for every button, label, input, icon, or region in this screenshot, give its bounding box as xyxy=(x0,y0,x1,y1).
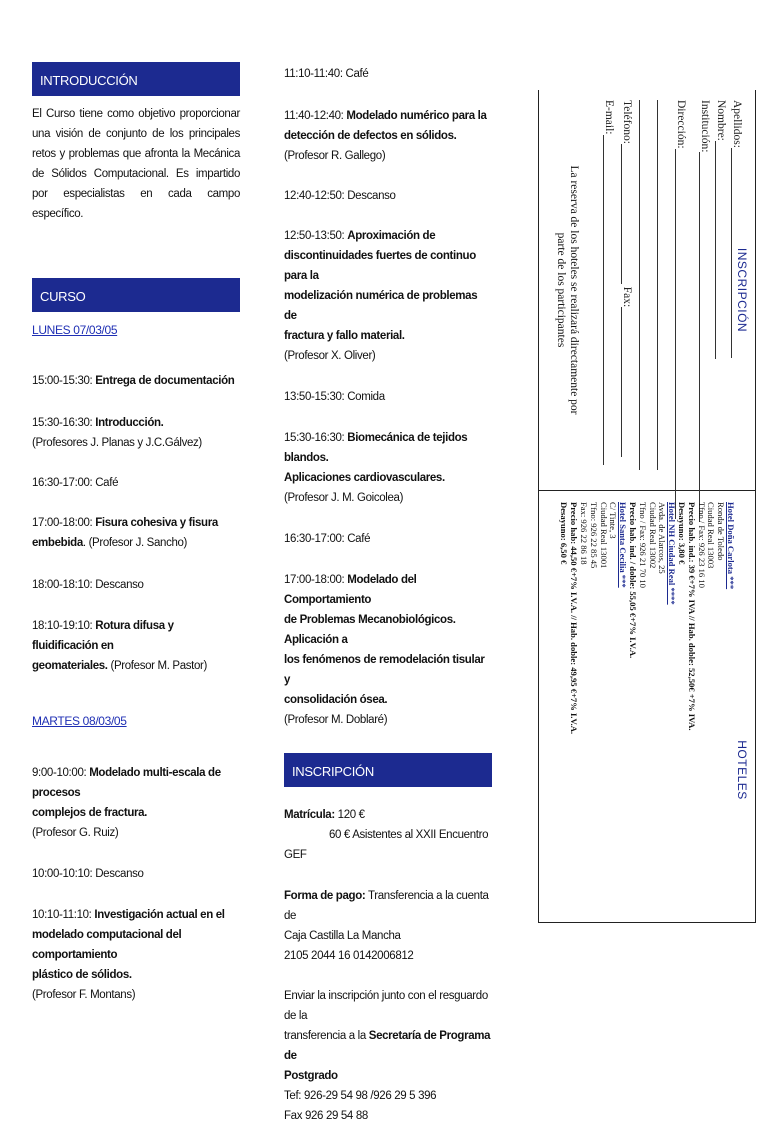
field-apellidos[interactable] xyxy=(731,100,743,358)
entry-title: discontinuidades fuertes de continuo para la xyxy=(284,250,476,282)
field-line[interactable] xyxy=(639,100,640,470)
field-line[interactable] xyxy=(657,100,658,470)
entry-professor: (Profesor J. M. Goicolea) xyxy=(284,492,404,504)
entry-title: Investigación actual en el xyxy=(94,909,225,921)
matricula-label: Matrícula: xyxy=(284,809,335,821)
field-institucion[interactable] xyxy=(699,100,711,522)
entry-time: 18:10-19:10: xyxy=(32,620,96,632)
enviar-text: Enviar la inscripción junto con el resguardo de la xyxy=(284,990,488,1022)
schedule-entry: 12:40-12:50: Descanso xyxy=(284,190,396,202)
schedule-entry: 18:00-18:10: Descanso xyxy=(32,579,144,591)
field-line[interactable] xyxy=(603,135,604,465)
field-telefono[interactable] xyxy=(621,100,633,457)
curso-header: CURSO xyxy=(32,278,240,312)
hotel-price: Precio hab. ind. / doble: 55,05 €+7% I.V.A. xyxy=(628,502,639,659)
entry-title: de Problemas Mecanobiológicos. Aplicación a xyxy=(284,614,456,646)
field-extra-line[interactable] xyxy=(657,100,669,470)
entry-time: 15:00-15:30: xyxy=(32,375,96,387)
schedule-entry: 11:10-11:40: Café xyxy=(284,68,369,80)
reserva-note xyxy=(554,100,580,480)
entry-time: 17:00-18:00: xyxy=(284,574,348,586)
enviar-inscripcion xyxy=(284,986,492,1126)
fax: Fax 926 29 54 88 xyxy=(284,1110,368,1122)
hotel-entry xyxy=(627,502,676,917)
fax-label: Fax: xyxy=(621,286,633,308)
schedule-entry: 13:50-15:30: Comida xyxy=(284,391,385,403)
schedule-entry: 10:00-10:10: Descanso xyxy=(32,868,144,880)
entry-title: modelado computacional del comportamiento xyxy=(32,929,182,961)
hotel-name: Hotel NH Ciudad Real **** xyxy=(667,502,678,605)
schedule-entry xyxy=(284,106,492,166)
schedule-entry xyxy=(32,513,240,553)
hotel-city: Ciudad Real 13002 xyxy=(647,502,658,569)
entry-title: geomateriales. xyxy=(32,660,108,672)
hotel-price: Precio hab. ind.: 39 €+7% IVA // Hab. doble: 52,50€ +7% IVA. xyxy=(686,502,697,731)
hotel-phone: Tfno / Fax: 926 21 70 10 xyxy=(637,502,648,588)
hotel-address: C/ Tinte, 3 xyxy=(608,502,619,539)
schedule-entry xyxy=(32,413,240,453)
rotated-content xyxy=(539,90,755,922)
entry-title: modelización numérica de problemas de xyxy=(284,290,478,322)
entry-professor: (Profesor M. Pastor) xyxy=(107,660,208,672)
hotel-fax: Fax: 926 22 86 18 xyxy=(579,502,590,565)
field-line[interactable] xyxy=(731,148,732,358)
entry-title: detección de defectos en sólidos. xyxy=(284,130,457,142)
schedule-entry xyxy=(284,428,492,508)
field-nombre[interactable] xyxy=(715,100,727,359)
entry-time: 11:40-12:40: xyxy=(284,110,347,122)
entry-professor: (Profesor R. Gallego) xyxy=(284,150,386,162)
entry-title: Entrega de documentación xyxy=(95,375,235,387)
schedule-entry xyxy=(32,371,240,391)
reserva-line: parte de los participantes xyxy=(555,232,567,348)
entry-professor: (Profesores J. Planas y J.C.Gálvez) xyxy=(32,437,202,449)
field-extra-line[interactable] xyxy=(639,100,651,470)
field-line[interactable] xyxy=(621,144,622,284)
inscripcion-header: INSCRIPCIÓN xyxy=(284,753,492,787)
entry-title: Fisura cohesiva y fisura xyxy=(95,517,218,529)
hotel-entry xyxy=(559,502,628,917)
date-martes: MARTES 08/03/05 xyxy=(32,714,127,728)
entry-title: plástico de sólidos. xyxy=(32,969,132,981)
reserva-line: La reserva de los hoteles se realizará directamente por xyxy=(568,165,580,415)
schedule-entry: 16:30-17:00: Café xyxy=(32,477,119,489)
intro-text: El Curso tiene como objetivo proporcionar una visión de conjunto de los principales retos y problemas que afronta la Mecánica de Sólidos Computacional. Es impartido por especialistas en cada campo específico. xyxy=(32,108,240,220)
entry-time: 10:10-11:10: xyxy=(32,909,95,921)
hotel-phone: Tfno / Fax: 926 23 16 10 xyxy=(696,502,707,588)
field-email[interactable] xyxy=(603,100,615,465)
field-line[interactable] xyxy=(621,307,622,457)
entry-professor: (Profesor M. Doblaré) xyxy=(284,714,388,726)
entry-time: 17:00-18:00: xyxy=(32,517,96,529)
entry-professor: . (Profesor J. Sancho) xyxy=(82,537,188,549)
field-label: Institución: xyxy=(699,100,711,153)
field-label: Nombre: xyxy=(715,100,727,141)
entry-time: 15:30-16:30: xyxy=(32,417,96,429)
matricula-value-reduced: 60 € Asistentes al XXII Encuentro GEF xyxy=(284,829,489,861)
hotel-breakfast: Desayuno: 6,50 € xyxy=(559,502,570,565)
entry-time: 15:30-16:30: xyxy=(284,432,348,444)
pago-label: Forma de pago: xyxy=(284,890,366,902)
forma-pago xyxy=(284,886,492,966)
entry-time: 12:50-13:50: xyxy=(284,230,348,242)
field-line[interactable] xyxy=(675,149,676,519)
hotel-price: Precio hab: 44,50 €+7% I.V.A. // Hab. doble: 49,95 €+7% I.V.A. xyxy=(569,502,580,735)
entry-title: Aproximación de xyxy=(347,230,436,242)
entry-time: 9:00-10:00: xyxy=(32,767,90,779)
panel-divider xyxy=(539,490,755,491)
entry-title: embebida xyxy=(32,537,83,549)
enviar-text: transferencia a la xyxy=(284,1030,369,1042)
telefono: Tef: 926-29 54 98 /926 29 5 396 xyxy=(284,1090,437,1102)
entry-title: Modelado del Comportamiento xyxy=(284,574,417,606)
entry-title: Biomecánica de tejidos blandos. xyxy=(284,432,468,464)
hotel-phone: Tfno: 926 22 85 45 xyxy=(588,502,599,569)
schedule-entry xyxy=(32,763,240,843)
schedule-entry xyxy=(284,226,492,366)
entry-title: los fenómenos de remodelación tisular y xyxy=(284,654,485,686)
registration-panel xyxy=(538,90,756,923)
entry-professor: (Profesor X. Oliver) xyxy=(284,350,376,362)
hotel-name: Hotel Doña Carlota *** xyxy=(726,502,736,590)
field-line[interactable] xyxy=(715,141,716,359)
hotel-list xyxy=(559,502,735,917)
field-direccion[interactable] xyxy=(675,100,687,519)
hotel-city: Ciudad Real 13003 xyxy=(706,502,717,569)
schedule-entry xyxy=(32,616,240,676)
entry-title: Rotura difusa y fluidificación en xyxy=(32,620,174,652)
middle-column xyxy=(284,62,492,1126)
field-label: Apellidos: xyxy=(731,100,743,148)
hotel-breakfast: Desayuno: 3,80 € xyxy=(677,502,688,565)
hotel-city: Ciudad Real 13001 xyxy=(598,502,609,569)
secretaria: Postgrado xyxy=(284,1070,338,1082)
entry-title: consolidación ósea. xyxy=(284,694,388,706)
field-label: Teléfono: xyxy=(621,100,633,144)
entry-title: Modelado multi-escala de procesos xyxy=(32,767,221,799)
left-column xyxy=(32,62,240,1005)
field-label: Dirección: xyxy=(675,100,687,149)
entry-title: fractura y fallo material. xyxy=(284,330,405,342)
pago-value: Transferencia a la cuenta de xyxy=(284,890,489,922)
intro-header: INTRODUCCIÓN xyxy=(32,62,240,96)
entry-title: Introducción. xyxy=(95,417,164,429)
schedule-entry xyxy=(32,905,240,1005)
hotel-address: Ronda de Toledo xyxy=(716,502,727,561)
schedule-entry: 16:30-17:00: Café xyxy=(284,533,371,545)
secretaria: Secretaría de Programa de xyxy=(284,1030,491,1062)
schedule-entry xyxy=(284,570,492,730)
field-line[interactable] xyxy=(699,152,700,522)
date-lunes: LUNES 07/03/05 xyxy=(32,323,118,337)
entry-title: complejos de fractura. xyxy=(32,807,148,819)
entry-title: Modelado numérico para la xyxy=(346,110,487,122)
field-label: E-mail: xyxy=(603,100,615,135)
pago-bank: Caja Castilla La Mancha xyxy=(284,930,401,942)
hoteles-title: HOTELES xyxy=(735,740,749,800)
entry-professor: (Profesor F. Montans) xyxy=(32,989,136,1001)
hotel-address: Avda. de Alarcos, 25 xyxy=(657,502,668,574)
entry-title: Aplicaciones cardiovasculares. xyxy=(284,472,445,484)
hotel-entry xyxy=(676,502,735,917)
entry-professor: (Profesor G. Ruiz) xyxy=(32,827,119,839)
matricula xyxy=(284,805,492,865)
hotel-name: Hotel Santa Cecilia *** xyxy=(618,502,629,588)
matricula-value: 120 € xyxy=(334,809,365,821)
pago-account: 2105 2044 16 0142006812 xyxy=(284,950,414,962)
inscripcion-title: INSCRIPCIÓN xyxy=(735,247,749,333)
